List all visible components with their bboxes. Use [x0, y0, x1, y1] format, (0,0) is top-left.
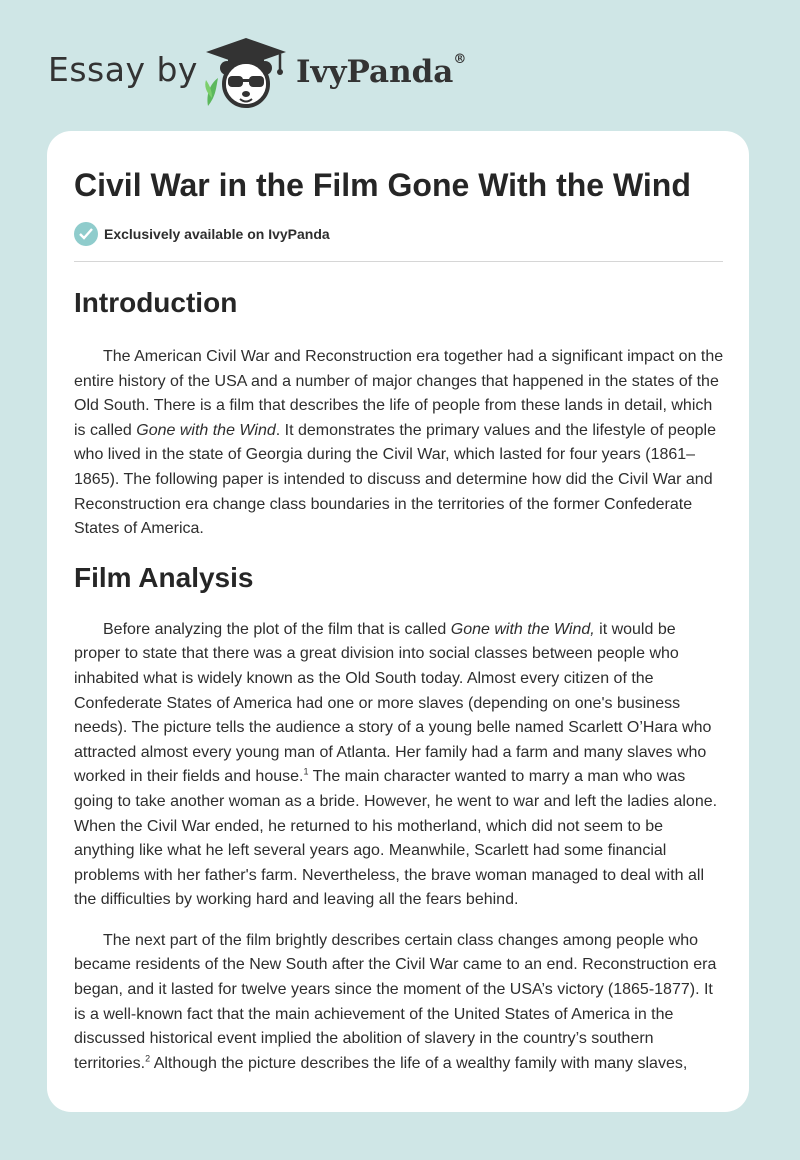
trademark-symbol: ®: [453, 52, 467, 67]
essay-by-label: Essay by: [48, 50, 198, 89]
paragraph: The American Civil War and Reconstruction era together had a significant impact on the entire history of the USA and a number of major changes that happened in the states of the Old South. There is a film that describes the life of people from these lands in detail, which is called Gone with the Wind. It demonstrates the primary values and the lifestyle of people who lived in the state of Georgia during the Civil War, which lasted for four years (1861–1865). The following paper is intended to discuss and determine how did the Civil War and Reconstruction era change class boundaries in the territories of the former Confederate States of America.: [74, 348, 724, 538]
footnote-ref-2[interactable]: 2: [145, 1053, 151, 1064]
brand-name[interactable]: IvyPanda®: [296, 52, 467, 90]
exclusive-badge: [74, 221, 330, 247]
paragraph: The next part of the film brightly describes certain class changes among people who became residents of the New South after the Civil War came to an end. Reconstruction era began, and it lasted for twelve years since the moment of the USA’s victory (1865-1877). It is a well-known fact that the main achievement of the United States of America in the discussed historical event implied the abolition of slavery in the country’s southern territories.$^2$ Although the picture describes the life of a wealthy family with many slaves,: [74, 931, 717, 1072]
paragraph: Before analyzing the plot of the film that is called Gone with the Wind, it would be proper to state that there was a great division into social classes between people who inhabited what is widely known as the Old South today. Almost every citizen of the Confederate States of America had one or more slaves (depending on one's business needs). The picture tells the audience a story of a young belle named Scarlett O’Hara who attracted almost every young man of Atlanta. Her family had a farm and many slaves who worked in their fields and house.$^1$ The main character wanted to marry a man who was going to take another woman as a bride. However, he went to war and left the ladies alone. When the Civil War ended, he returned to his motherland, which did not seem to be anything like what he left several years ago. Meanwhile, Scarlett had some financial problems with her father's farm. Nevertheless, the brave woman managed to deal with all the difficulties by working hard and leaving all the fears behind.: [74, 620, 718, 909]
footnote-ref-1[interactable]: 1: [303, 766, 309, 777]
panda-graduate-icon[interactable]: [200, 36, 292, 110]
section-heading-film-analysis: Film Analysis: [74, 561, 254, 593]
title-divider: [74, 261, 723, 262]
check-icon: [74, 222, 98, 246]
essay-card: [47, 131, 749, 1112]
section-heading-introduction: Introduction: [74, 287, 238, 318]
essay-body: [74, 281, 724, 1076]
site-header: [0, 0, 800, 130]
film-title-italic: Gone with the Wind: [136, 421, 276, 439]
exclusive-badge-text: Exclusively available on IvyPanda: [104, 226, 330, 242]
essay-title: Civil War in the Film Gone With the Wind: [74, 167, 691, 203]
film-title-italic: Gone with the Wind,: [450, 620, 595, 638]
